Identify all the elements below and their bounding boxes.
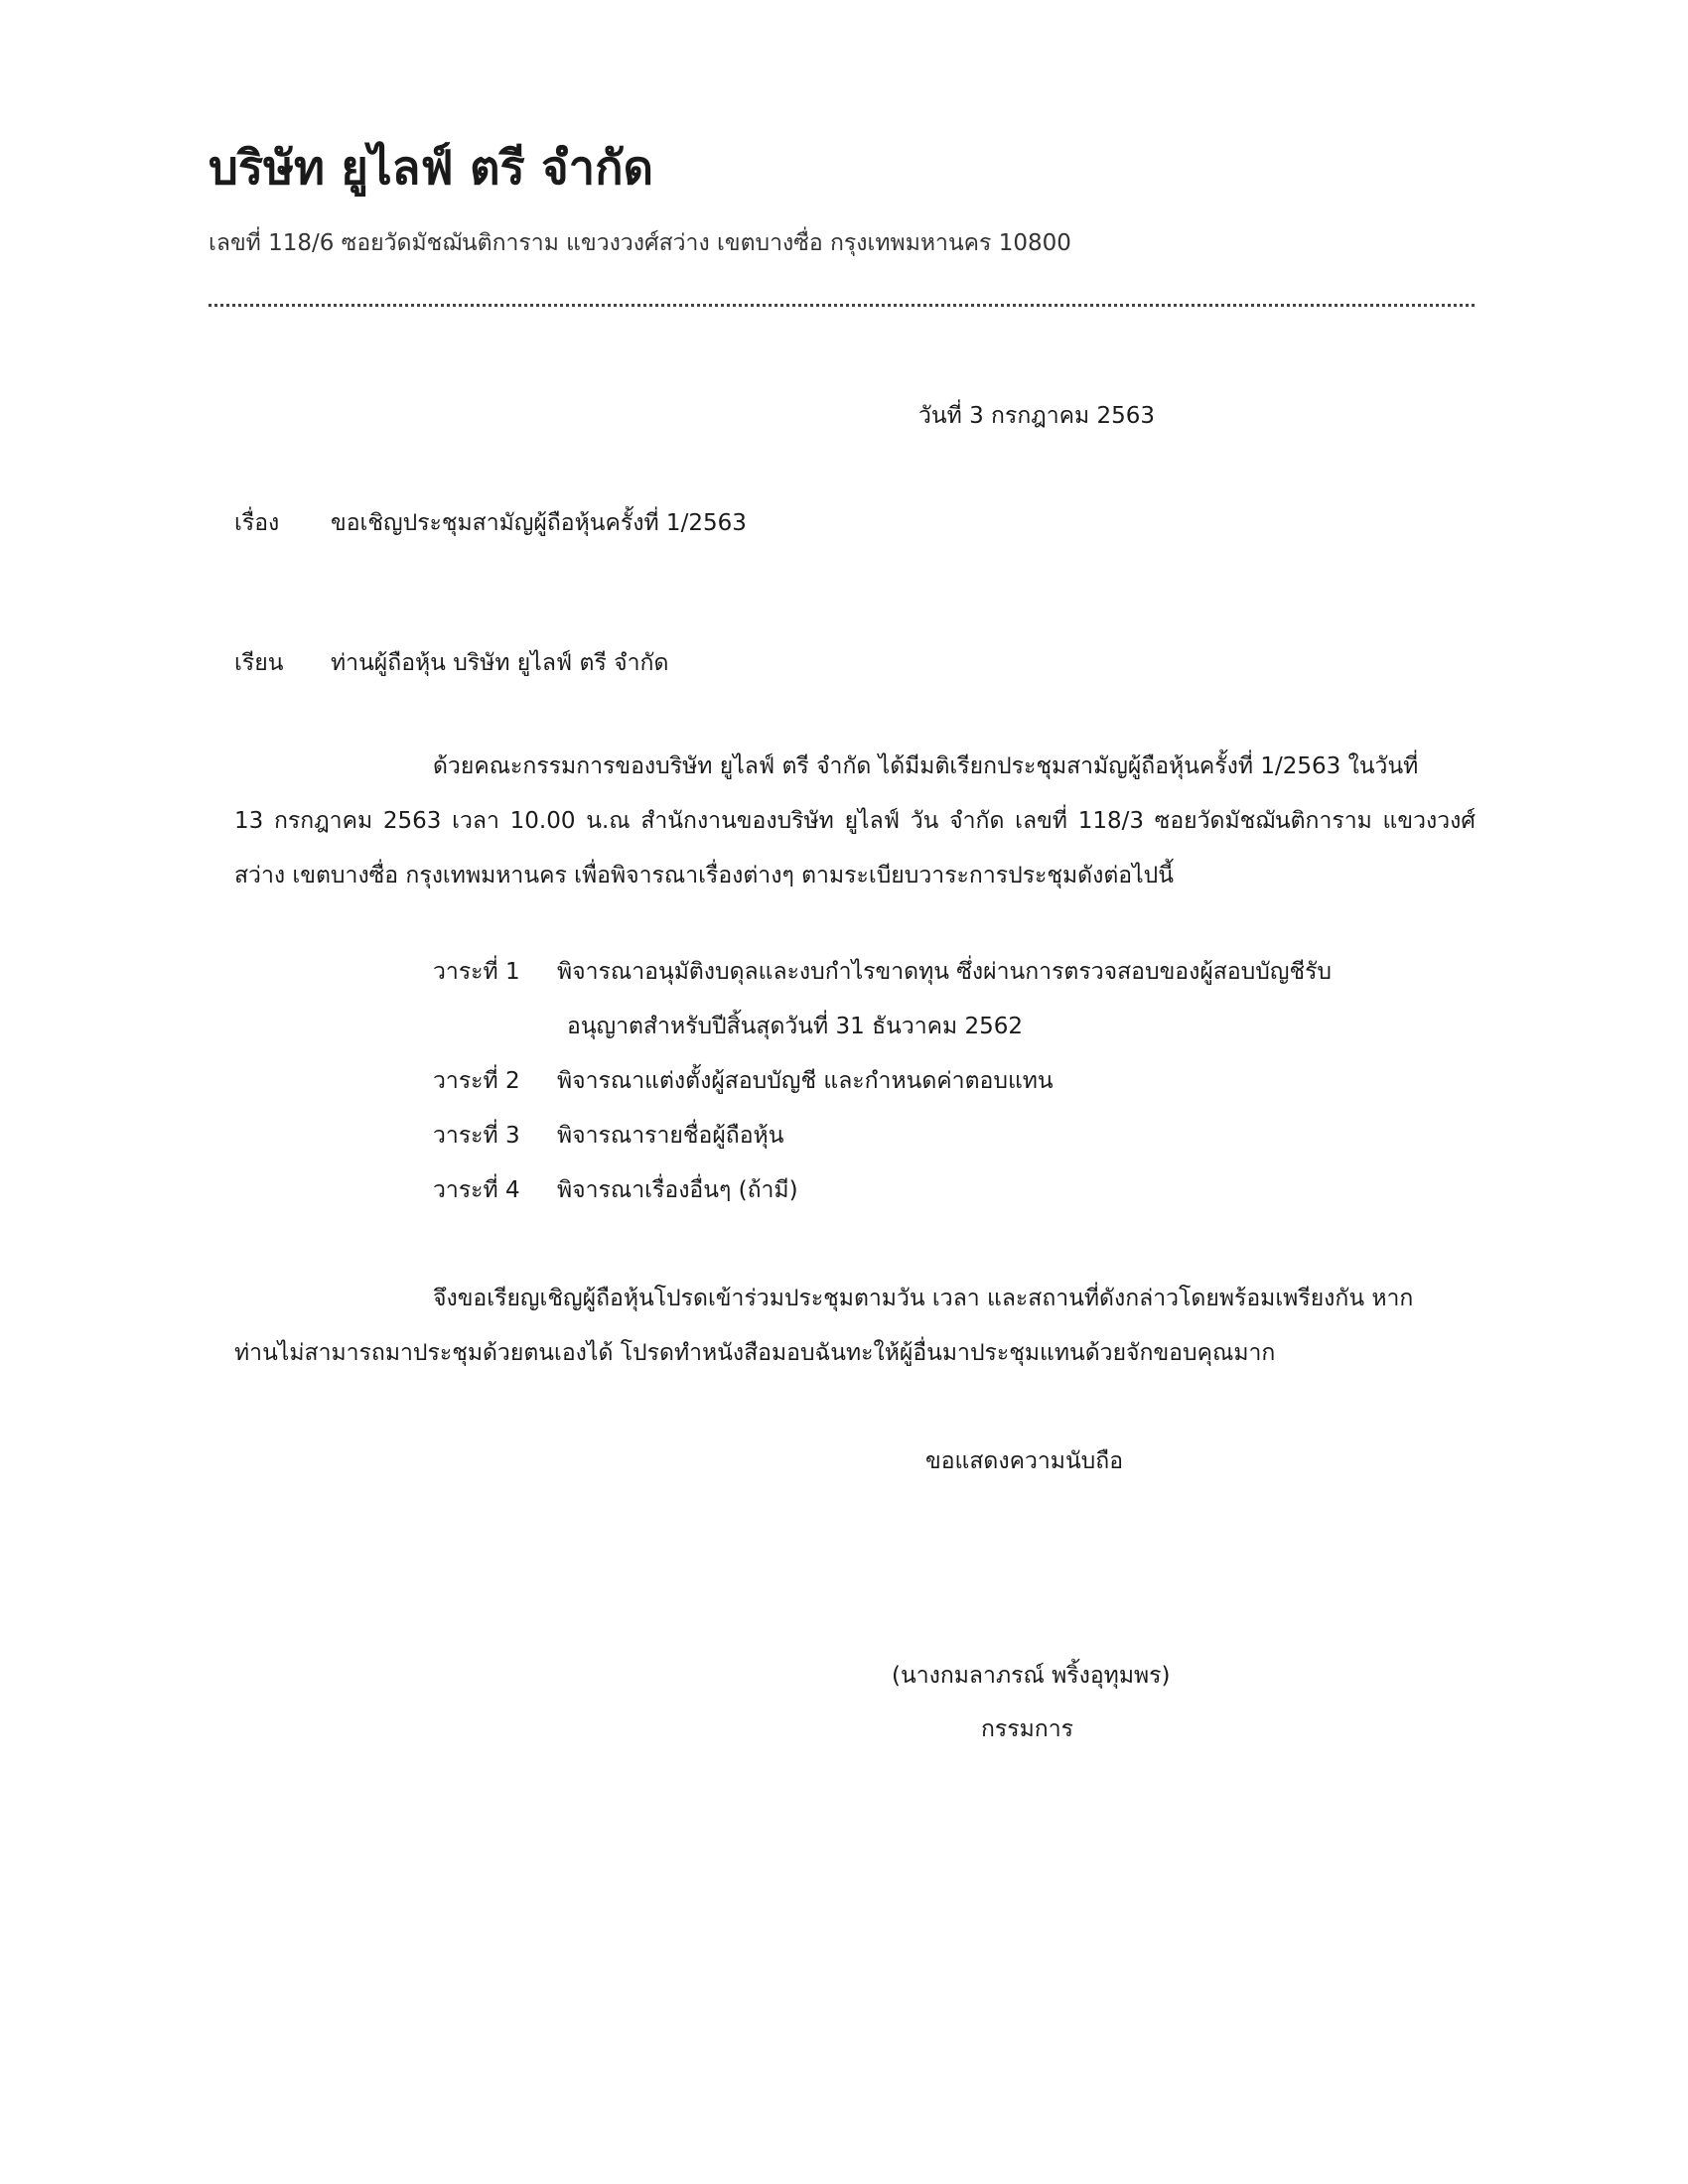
body-paragraph-line: จึงขอเรียญเชิญผู้ถือหุ้นโปรดเข้าร่วมประชุมตามวัน เวลา และสถานที่ดังกล่าวโดยพร้อมเพรียงกัน หาก xyxy=(433,1286,1414,1311)
agenda-label: วาระที่ 3 xyxy=(433,1123,520,1149)
body-paragraph-line: 13 กรกฎาคม 2563 เวลา 10.00 น.ณ สำนักงานของบริษัท ยูไลฟ์ วัน จำกัด เลขที่ 118/3 ซอยวัดมัชฌันติการาม แขวงวงศ์ xyxy=(234,808,1476,834)
company-address: เลขที่ 118/6 ซอยวัดมัชฌันติการาม แขวงวงศ์สว่าง เขตบางซื่อ กรุงเทพมหานคร 10800 xyxy=(209,230,1071,256)
recipient-text: ท่านผู้ถือหุ้น บริษัท ยูไลฟ์ ตรี จำกัด xyxy=(331,650,669,676)
signatory-title: กรรมการ xyxy=(981,1716,1073,1742)
agenda-label: วาระที่ 2 xyxy=(433,1068,520,1094)
agenda-text: พิจารณาแต่งตั้งผู้สอบบัญชี และกำหนดค่าตอบแทน xyxy=(557,1068,1054,1094)
recipient-label: เรียน xyxy=(234,650,284,676)
dotted-divider xyxy=(209,304,1475,307)
body-paragraph-line: ท่านไม่สามารถมาประชุมด้วยตนเองได้ โปรดทำหนังสือมอบฉันทะให้ผู้อื่นมาประชุมแทนด้วยจักขอบคุณมาก xyxy=(234,1340,1276,1366)
letter-date: วันที่ 3 กรกฎาคม 2563 xyxy=(918,403,1156,429)
agenda-text: พิจารณาอนุมัติงบดุลและงบกำไรขาดทุน ซึ่งผ่านการตรวจสอบของผู้สอบบัญชีรับ xyxy=(557,959,1333,985)
signatory-name: (นางกมลาภรณ์ พริ้งอุทุมพร) xyxy=(892,1663,1171,1689)
body-paragraph-line: สว่าง เขตบางซื่อ กรุงเทพมหานคร เพื่อพิจารณาเรื่องต่างๆ ตามระเบียบวาระการประชุมดังต่อไปนี้ xyxy=(234,863,1174,888)
agenda-text: พิจารณารายชื่อผู้ถือหุ้น xyxy=(557,1123,784,1149)
agenda-label: วาระที่ 4 xyxy=(433,1177,520,1203)
agenda-text: อนุญาตสำหรับปีสิ้นสุดวันที่ 31 ธันวาคม 2562 xyxy=(567,1014,1024,1039)
subject-label: เรื่อง xyxy=(234,510,280,536)
subject-text: ขอเชิญประชุมสามัญผู้ถือหุ้นครั้งที่ 1/2563 xyxy=(331,510,747,536)
closing-text: ขอแสดงความนับถือ xyxy=(925,1448,1124,1474)
agenda-label: วาระที่ 1 xyxy=(433,959,520,985)
body-paragraph-line: ด้วยคณะกรรมการของบริษัท ยูไลฟ์ ตรี จำกัด ได้มีมติเรียกประชุมสามัญผู้ถือหุ้นครั้งที่ 1/2563 ในวันที่ xyxy=(433,753,1419,779)
agenda-text: พิจารณาเรื่องอื่นๆ (ถ้ามี) xyxy=(557,1177,798,1203)
company-title: บริษัท ยูไลฟ์ ตรี จำกัด xyxy=(209,141,654,196)
